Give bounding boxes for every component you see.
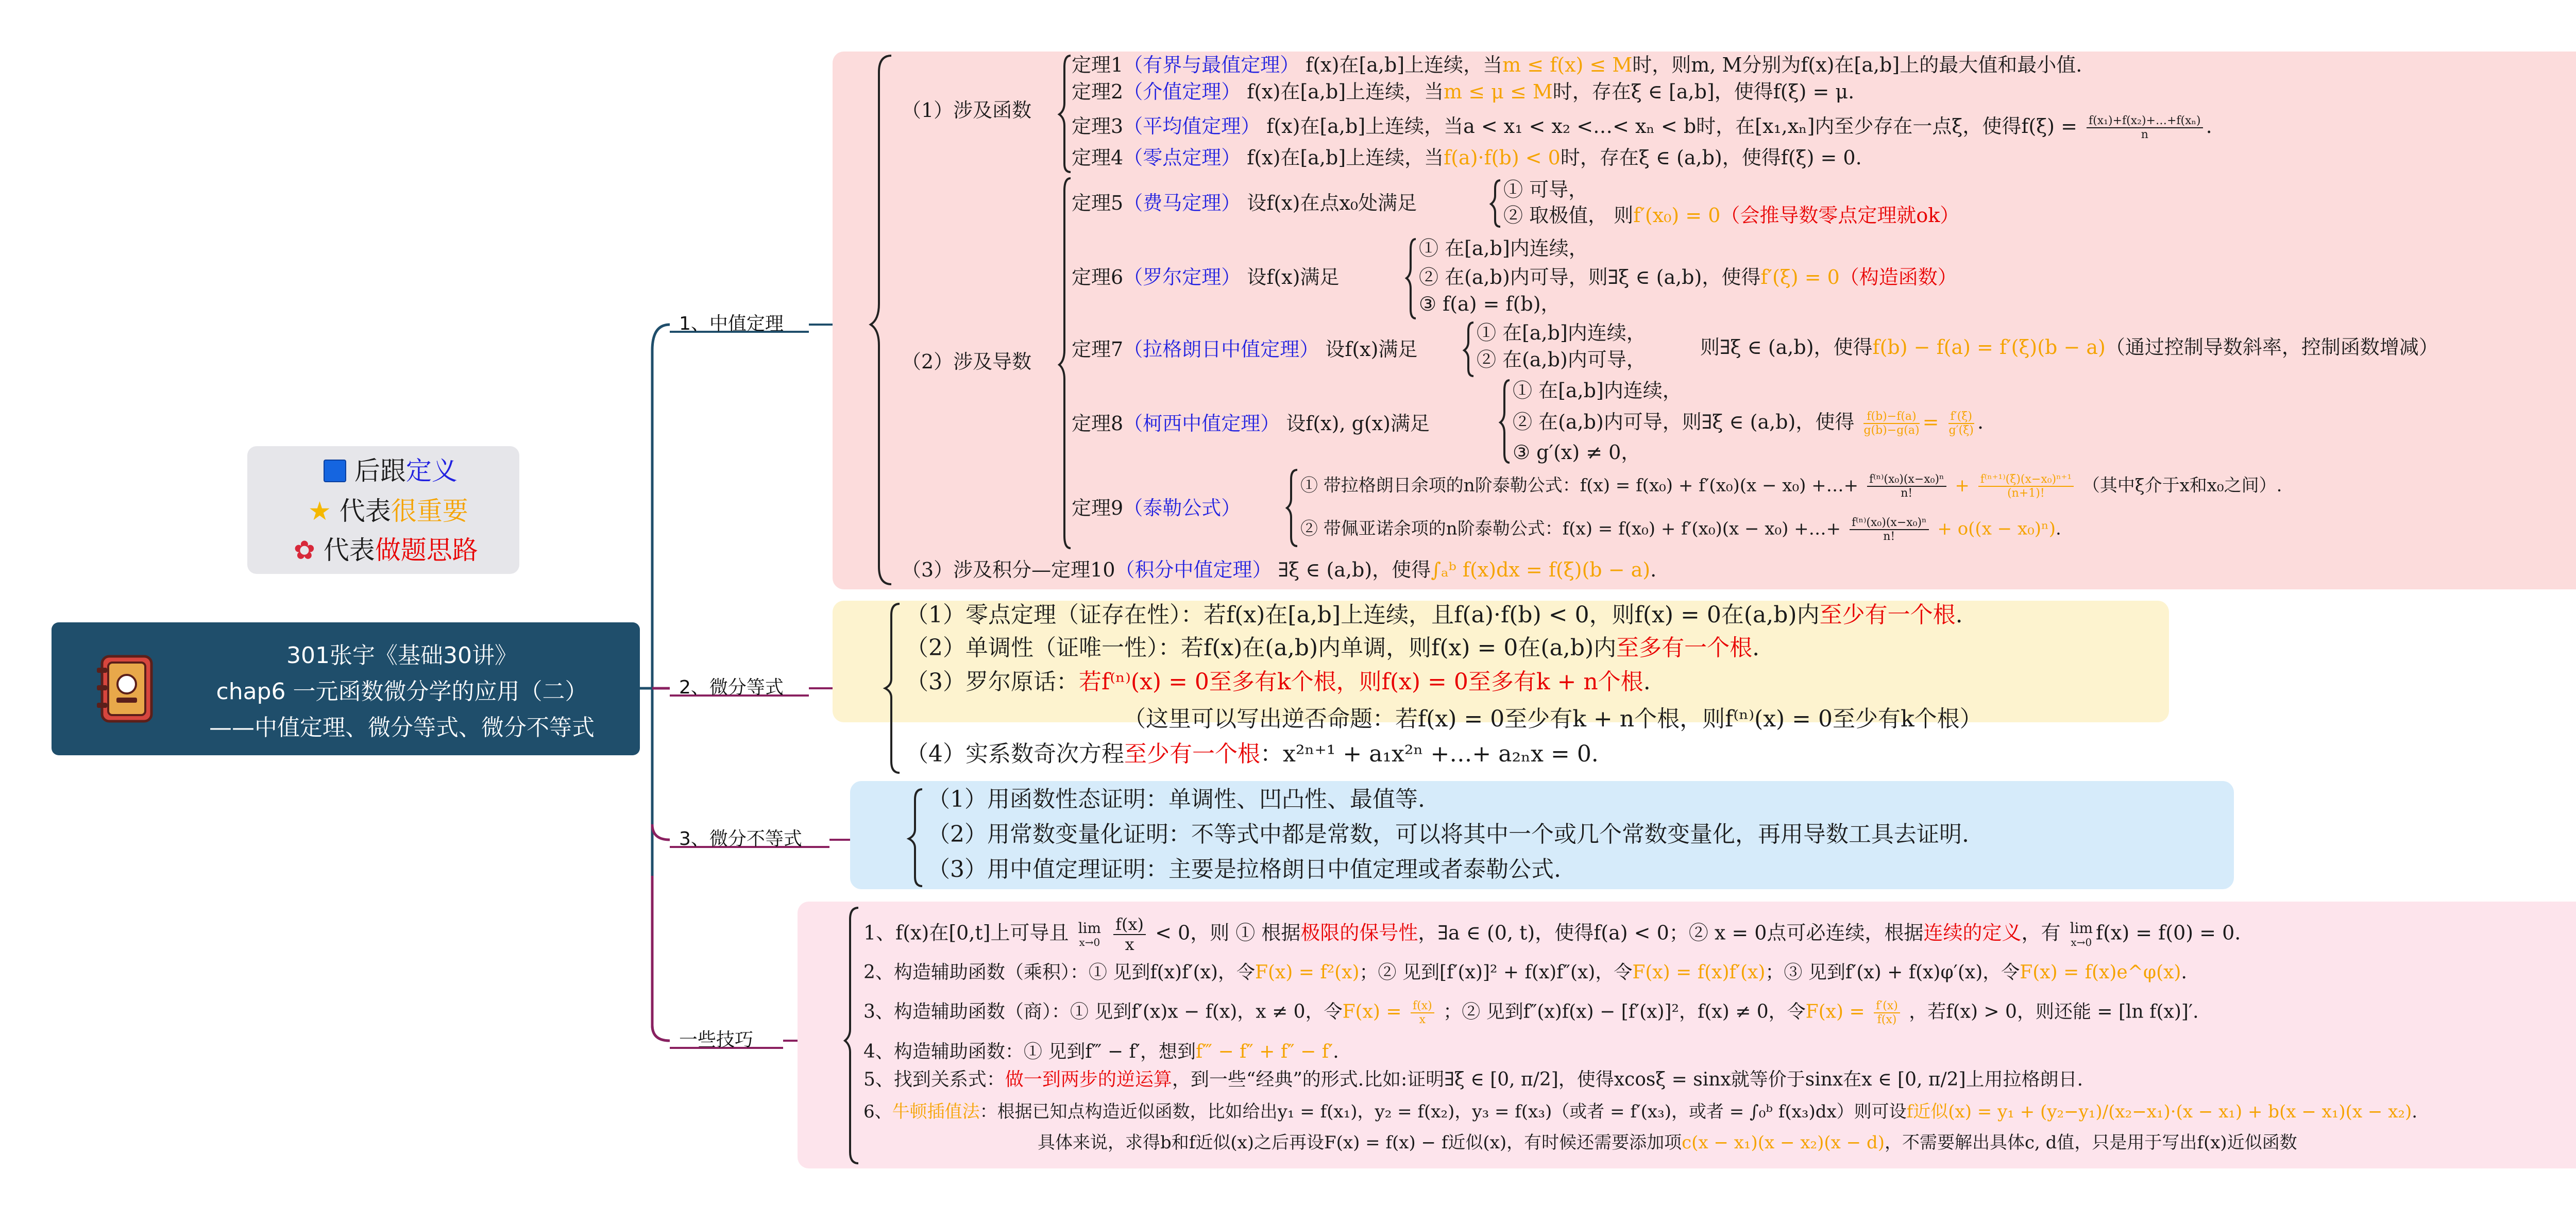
- legend-row-approach: ✿ 代表做题思路: [294, 535, 478, 565]
- eq-zero-point: （1）零点定理（证存在性）：若f(x)在[a,b]上连续，且f(a)·f(b) < 0，则f(x) = 0在(a,b)内至少有一个根.: [906, 602, 1963, 628]
- title-line-2: chap6 一元函数微分学的应用（二）: [216, 679, 588, 705]
- taylor-peano: ② 带佩亚诺余项的n阶泰勒公式：f(x) = f(x₀) + f′(x₀)(x − x₀) +…+ $\frac{\text{f⁽ⁿ⁾(x₀)(x−x₀)ⁿ}}{n!}$ + o((x − x₀)ⁿ).: [1300, 516, 2061, 544]
- branch-mvt[interactable]: 1、中值定理: [679, 313, 784, 334]
- eq-rolle: （3）罗尔原话：若f⁽ⁿ⁾(x) = 0至多有k个根，则f(x) = 0至多有k + n个根.: [906, 669, 1651, 695]
- theorem-6-cond-1: ① 在[a,b]内连续，: [1419, 237, 1588, 260]
- sub-involve-function: （1）涉及函数: [902, 99, 1032, 122]
- sub-involve-derivative: （2）涉及导数: [902, 350, 1032, 373]
- theorem-8-cond-3: ③ g′(x) ≠ 0，: [1513, 441, 1641, 464]
- ineq-function-behavior: （1）用函数性态证明：单调性、凹凸性、最值等.: [927, 786, 1425, 812]
- ineq-mean-value: （3）用中值定理证明：主要是拉格朗日中值定理或者泰勒公式.: [927, 856, 1561, 883]
- theorem-4: 定理4（零点定理） f(x)在[a,b]上连续，当f(a)·f(b) < 0时，存在ξ ∈ (a,b)，使得f(ξ) = 0.: [1072, 146, 1862, 169]
- tip-1: 1、f(x)在[0,t]上可导且 lim x→0 $\frac{f(x)}{x}$ < 0，则 ① 根据极限的保号性，∃a ∈ (0, t)，使得f(a) < 0；② x = 0点可必连续，根据连续的定义，有 lim x→0 f(x) = f(0) = 0.: [863, 914, 2241, 954]
- theorem-7-cond-1: ① 在[a,b]内连续，: [1477, 321, 1646, 344]
- theorem-8: 定理8（柯西中值定理） 设f(x), g(x)满足: [1072, 412, 1430, 435]
- branch-diff-inequality[interactable]: 3、微分不等式: [679, 828, 802, 850]
- theorem-7: 定理7（拉格朗日中值定理） 设f(x)满足: [1072, 338, 1418, 361]
- theorem-8-cond-2: ② 在(a,b)内可导，则∃ξ ∈ (a,b)，使得 $\frac{f(b)-f(a)}{g(b)-g(a)}$ = $\frac{f'(\xi)}{g'(\xi)}$ .: [1513, 410, 1984, 437]
- theorem-6: 定理6（罗尔定理） 设f(x)满足: [1072, 266, 1340, 289]
- legend-row-important: ★ 代表很重要: [308, 496, 468, 526]
- star-icon: ★: [308, 496, 331, 526]
- theorem-8-cond-1: ① 在[a,b]内连续，: [1513, 379, 1682, 402]
- branch-tips[interactable]: 一些技巧: [679, 1029, 754, 1050]
- taylor-lagrange: ① 带拉格朗日余项的n阶泰勒公式：f(x) = f(x₀) + f′(x₀)(x − x₀) +…+ $\frac{\text{f⁽ⁿ⁾(x₀)(x−x₀)ⁿ}}{n!}$ + $\frac{\text{f⁽ⁿ⁺¹⁾(ξ)(x−x₀)ⁿ⁺¹}}{(n+1)!}$ （其中ξ介于x和x₀之间）.: [1300, 473, 2282, 500]
- theorem-6-cond-3: ③ f(a) = f(b)，: [1419, 293, 1561, 315]
- eq-monotonic: （2）单调性（证唯一性）：若f(x)在(a,b)内单调，则f(x) = 0在(a,b)内至多有一个根.: [906, 635, 1760, 661]
- tip-2: 2、构造辅助函数（乘积）：① 见到f(x)f′(x)，令F(x) = f²(x)；② 见到[f′(x)]² + f(x)f″(x)，令F(x) = f(x)f′(x)；③ 见到f′(x) + f(x)φ′(x)，令F(x) = f(x)e^φ(x).: [863, 962, 2187, 983]
- legend-row-definition: 后跟定义: [324, 450, 457, 487]
- flower-icon: ✿: [294, 535, 315, 565]
- theorem-10: （3）涉及积分—定理10（积分中值定理） ∃ξ ∈ (a,b)，使得∫ₐᵇ f(x)dx = f(ξ)(b − a).: [902, 558, 1657, 581]
- theorem-2: 定理2（介值定理） f(x)在[a,b]上连续，当m ≤ μ ≤ M时，存在ξ ∈ [a,b]，使得f(ξ) = μ.: [1072, 80, 1855, 103]
- eq-contrapositive: （这里可以写出逆否命题：若f(x) = 0至少有k + n个根，则f⁽ⁿ⁾(x) = 0至少有k个根）: [1123, 706, 1982, 732]
- theorem-1: 定理1（有界与最值定理） f(x)在[a,b]上连续，当m ≤ f(x) ≤ M时，则m, M分别为f(x)在[a,b]上的最大值和最小值.: [1072, 54, 2082, 76]
- ineq-constant-variable: （2）用常数变量化证明：不等式中都是常数，可以将其中一个或几个常数变量化，再用导数工具去证明.: [927, 821, 1969, 847]
- theorem-5: 定理5（费马定理） 设f(x)在点x₀处满足: [1072, 192, 1417, 214]
- theorem-5-cond-1: ① 可导，: [1503, 178, 1588, 201]
- tip-3: 3、构造辅助函数（商）：① 见到f′(x)x − f(x)，x ≠ 0，令F(x) = $\frac{f(x)}{x}$ ；② 见到f″(x)f(x) − [f′(x)]²，f(x) ≠ 0，令F(x) = $\frac{f'(x)}{f(x)}$ ，若f(x) > 0，则还能 = [ln f(x)]′.: [863, 999, 2199, 1027]
- tip-6-detail: 具体来说，求得b和f近似(x)之后再设F(x) = f(x) − f近似(x)，有时候还需要添加项c(x − x₁)(x − x₂)(x − d)，不需要解出具体c, d值，只是用于写出f(x)近似函数: [1038, 1132, 2297, 1153]
- theorem-7-cond-2: ② 在(a,b)内可导，: [1477, 348, 1646, 371]
- theorem-3: 定理3（平均值定理） f(x)在[a,b]上连续，当a < x₁ < x₂ <…< xₙ < b时，在[x₁,xₙ]内至少存在一点ξ，使得f(ξ) = $\frac{\text{f(x₁)+f(x₂)+…+f(xₙ)}}{n}$ .: [1072, 114, 2212, 142]
- branch-diff-equation[interactable]: 2、微分等式: [679, 677, 784, 698]
- theorem-7-result: 则∃ξ ∈ (a,b)，使得f(b) − f(a) = f′(ξ)(b − a)（通过控制导数斜率，控制函数增减）: [1700, 336, 2438, 359]
- theorem-6-cond-2: ② 在(a,b)内可导，则∃ξ ∈ (a,b)，使得f′(ξ) = 0（构造函数）: [1419, 266, 1957, 289]
- tip-4: 4、构造辅助函数：① 见到f‴ − f′，想到f‴ − f″ + f″ − f′.: [863, 1041, 1339, 1062]
- eq-odd-degree: （4）实系数奇次方程至少有一个根：x²ⁿ⁺¹ + a₁x²ⁿ +…+ a₂ₙx = 0.: [906, 741, 1599, 767]
- theorem-5-cond-2: ② 取极值， 则f′(x₀) = 0（会推导数零点定理就ok）: [1503, 204, 1960, 227]
- tip-5: 5、找到关系式：做一到两步的逆运算，到一些“经典”的形式.比如:证明∃ξ ∈ [0, π/2]，使得xcosξ = sinx就等价于sinx在x ∈ [0, π/2]上用拉格朗日.: [863, 1069, 2083, 1090]
- title-line-1: 301张宇《基础30讲》: [286, 642, 517, 669]
- title-line-3: ——中值定理、微分等式、微分不等式: [209, 715, 595, 741]
- theorem-9: 定理9（泰勒公式）: [1072, 497, 1241, 519]
- tip-6: 6、牛顿插值法：根据已知点构造近似函数，比如给出y₁ = f(x₁)，y₂ = f(x₂)，y₃ = f(x₃)（或者 = f′(x₃)，或者 = ∫₀ᵇ f(x₃)dx）则可设f近似(x) = y₁ + (y₂−y₁)/(x₂−x₁)·(x − x₁) + b(x − x₁)(x − x₂).: [863, 1101, 2418, 1122]
